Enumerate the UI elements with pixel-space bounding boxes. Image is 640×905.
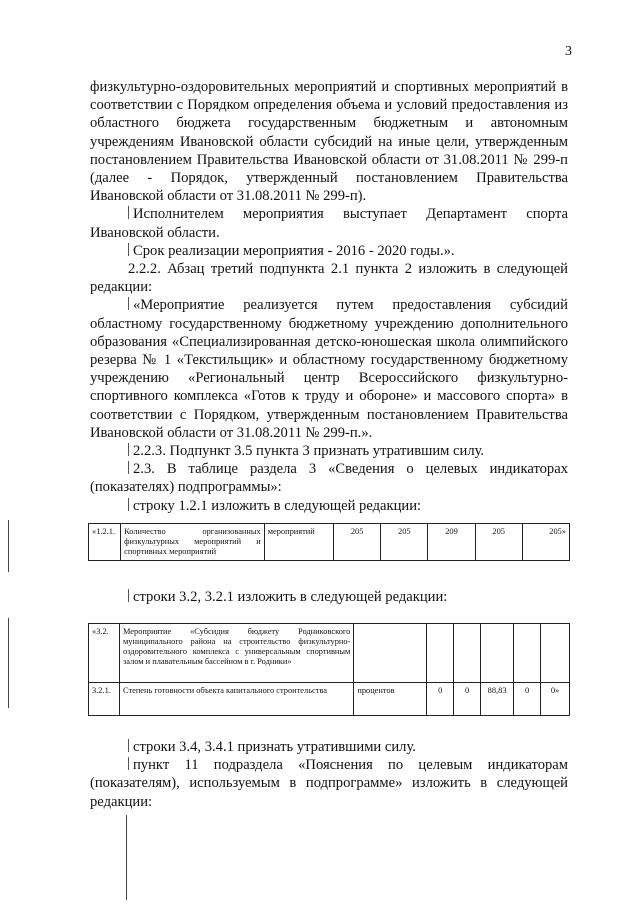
table-cell: «3.2.	[89, 624, 120, 683]
indicator-table-1	[88, 523, 570, 561]
table-cell: 205	[475, 524, 522, 561]
paragraph-10-text: строки 3.4, 3.4.1 признать утратившими силу.	[133, 739, 416, 755]
table-row	[89, 624, 570, 683]
margin-mark	[128, 243, 129, 256]
margin-mark	[128, 589, 129, 602]
paragraph-9-text: строки 3.2, 3.2.1 изложить в следующей редакции:	[133, 589, 448, 605]
table-cell: 205	[381, 524, 428, 561]
table-cell: 0	[454, 683, 481, 716]
table-cell: 0	[514, 683, 541, 716]
left-margin-line	[8, 520, 9, 572]
table-cell	[454, 624, 481, 683]
paragraph-6-text: 2.2.3. Подпункт 3.5 пункта 3 признать утратившим силу.	[133, 443, 485, 460]
indicator-table-2	[88, 623, 570, 716]
paragraph-8	[90, 497, 568, 515]
text-block-top	[90, 78, 568, 515]
margin-mark	[128, 443, 129, 456]
paragraph-5	[90, 296, 568, 442]
paragraph-11	[90, 756, 568, 811]
text-block-bottom	[90, 738, 568, 811]
margin-mark	[128, 739, 129, 752]
table-cell: 88,83	[481, 683, 514, 716]
paragraph-11-text: пункт 11 подраздела «Пояснения по целевым индикаторам (показателям), используемым в подпрограмме» изложить в следующей редакции:	[90, 757, 568, 810]
table-cell: Степень готовности объекта капитального строительства	[119, 683, 353, 716]
paragraph-5-text: «Мероприятие реализуется путем предоставления субсидий областному государственному бюджетному учреждению дополнительного образования «Специализированная детско-юношеская школа олимпийского резерва № 1 «Текстильщик» и областному государственному бюджетному учреждению «Региональный центр Всероссийского физкультурно-спортивного комплекса «Готов к труду и обороне» и массового спорта» в соответствии с Порядком, утвержденным постановлением Правительства Ивановской области от 31.08.2011 № 299-п.».	[90, 297, 568, 441]
table-cell: «1.2.1.	[89, 524, 121, 561]
paragraph-2	[90, 205, 568, 241]
paragraph-10	[90, 738, 568, 756]
table-cell: 205	[334, 524, 381, 561]
paragraph-8-text: строку 1.2.1 изложить в следующей редакции:	[133, 497, 422, 514]
paragraph-3-text: Срок реализации мероприятия - 2016 - 2020 годы.».	[133, 242, 455, 259]
page-number: 3	[565, 44, 572, 59]
table-cell	[354, 624, 427, 683]
paragraph-4: 2.2.2. Абзац третий подпункта 2.1 пункта 2 изложить в следующей редакции:	[90, 261, 568, 296]
text-block-middle	[90, 588, 568, 606]
paragraph-7-text: 2.3. В таблице раздела 3 «Сведения о целевых индикаторах (показателях) подпрограммы»:	[90, 461, 568, 496]
table-cell: 0»	[541, 683, 570, 716]
margin-mark	[128, 498, 129, 511]
vertical-margin-line	[126, 815, 127, 900]
left-margin-line	[8, 618, 9, 708]
margin-mark	[128, 757, 129, 770]
paragraph-2-text: Исполнителем мероприятия выступает Департамент спорта Ивановской области.	[90, 206, 568, 241]
paragraph-1: физкультурно-оздоровительных мероприятий и спортивных мероприятий в соответствии с Порядком определения объема и условий предоставления из областного бюджета государственным бюджетным и автономным учреждениям Ивановской области субсидий на иные цели, утвержденным постановлением Правительства Ивановской области от 31.08.2011 № 299-п (далее - Порядок, утвержденный постановлением Правительства Ивановской области от 31.08.2011 № 299-п).	[90, 79, 568, 205]
table-row	[89, 524, 570, 561]
paragraph-3	[90, 242, 568, 260]
table-cell: 3.2.1.	[89, 683, 120, 716]
margin-mark	[128, 206, 129, 219]
table-cell: 205»	[522, 524, 569, 561]
table-cell	[541, 624, 570, 683]
table-cell	[481, 624, 514, 683]
table-cell	[514, 624, 541, 683]
table-cell: 209	[428, 524, 475, 561]
table-cell: Мероприятие «Субсидия бюджету Родниковского муниципального района на строительство физкультурно-оздоровительного комплекса с универсальным спортивным залом и плавательным бассейном в г. Родники»	[119, 624, 353, 683]
table-cell: 0	[427, 683, 454, 716]
paragraph-9	[90, 588, 568, 606]
paragraph-7	[90, 460, 568, 496]
table-cell	[427, 624, 454, 683]
paragraph-6	[90, 442, 568, 460]
margin-mark	[128, 461, 129, 474]
table-cell: процентов	[354, 683, 427, 716]
margin-mark	[128, 297, 129, 310]
table-cell: мероприятий	[264, 524, 333, 561]
table-row	[89, 683, 570, 716]
table-cell: Количество организованных физкультурных мероприятий и спортивных мероприятий	[121, 524, 265, 561]
